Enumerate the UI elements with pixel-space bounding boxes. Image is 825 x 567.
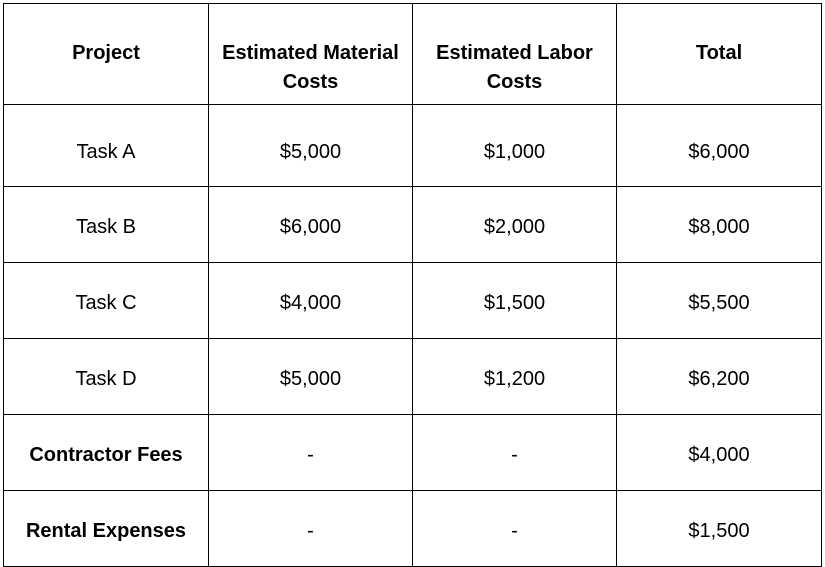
header-project: Project [4, 4, 209, 105]
cell-project: Contractor Fees [4, 415, 209, 491]
cell-material: $6,000 [209, 187, 413, 263]
cell-project: Task A [4, 105, 209, 187]
cell-labor: - [413, 491, 617, 567]
cell-material: - [209, 415, 413, 491]
cell-labor: $1,200 [413, 339, 617, 415]
cell-project: Task D [4, 339, 209, 415]
cell-material: $4,000 [209, 263, 413, 339]
cell-labor: $1,000 [413, 105, 617, 187]
cell-total: $6,000 [617, 105, 822, 187]
cell-project: Task B [4, 187, 209, 263]
cell-labor: - [413, 415, 617, 491]
header-material-costs: Estimated Material Costs [209, 4, 413, 105]
cell-total: $5,500 [617, 263, 822, 339]
table-row [4, 187, 822, 263]
cell-labor: $2,000 [413, 187, 617, 263]
cost-table [3, 3, 822, 567]
cell-material: - [209, 491, 413, 567]
cell-project: Task C [4, 263, 209, 339]
table-row [4, 105, 822, 187]
table-row [4, 339, 822, 415]
cost-table-container [3, 3, 822, 567]
table-row [4, 491, 822, 567]
table-row [4, 415, 822, 491]
cell-material: $5,000 [209, 339, 413, 415]
cell-total: $8,000 [617, 187, 822, 263]
header-labor-costs: Estimated Labor Costs [413, 4, 617, 105]
table-header-row [4, 4, 822, 105]
cell-total: $4,000 [617, 415, 822, 491]
cell-labor: $1,500 [413, 263, 617, 339]
header-total: Total [617, 4, 822, 105]
cell-material: $5,000 [209, 105, 413, 187]
table-row [4, 263, 822, 339]
cell-total: $1,500 [617, 491, 822, 567]
cell-project: Rental Expenses [4, 491, 209, 567]
cell-total: $6,200 [617, 339, 822, 415]
